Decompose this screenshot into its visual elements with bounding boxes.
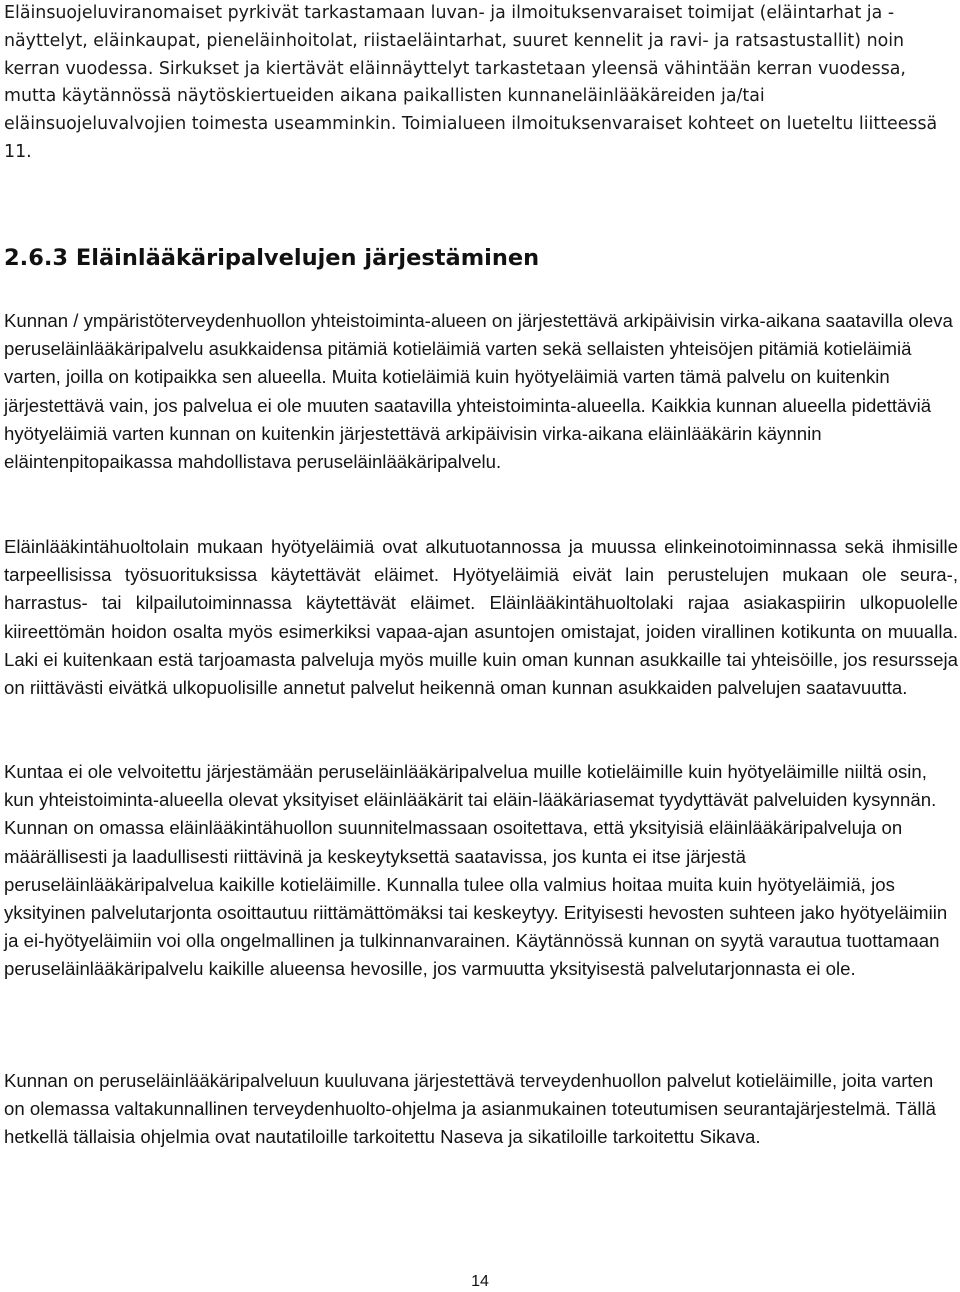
body-paragraph-4: Kunnan on peruseläinlääkäripalveluun kuuluvana järjestettävä terveydenhuollon palvelut kotieläimille, joita varten on olemassa valtakunnallinen terveydenhuolto-ohjelma ja asianmukainen toteutumisen seurantajärjestelmä. Tällä hetkellä tällaisia ohjelmia ovat nautatiloille tarkoitettu Naseva ja sikatiloille tarkoitettu Sikava. bbox=[4, 1070, 936, 1148]
page-number: 14 bbox=[471, 1273, 489, 1290]
body-paragraph-2: Eläinlääkintähuoltolain mukaan hyötyeläimiä ovat alkutuotannossa ja muussa elinkeinotoiminnassa sekä ihmisille tarpeellisissa työsuorituksissa käytettävät eläimet. Hyötyeläimiä eivät lain perustelujen mukaan ole seura-, harrastus- tai kilpailutoiminnassa käytettävät eläimet. Eläinlääkintähuoltolaki rajaa asiakaspiirin ulkopuolelle kiireettömän hoidon osalta myös esimerkiksi vapaa-ajan asuntojen omistajat, joiden virallinen kotikunta on muualla. Laki ei kuitenkaan estä tarjoamasta palveluja myös muille kuin oman kunnan asukkaille tai yhteisöille, jos resursseja on riittävästi eivätkä ulkopuolisille annetut palvelut heikennä oman kunnan asukkaiden palvelujen saatavuutta. bbox=[4, 536, 958, 699]
section-heading: 2.6.3 Eläinlääkäripalvelujen järjestäminen bbox=[4, 245, 540, 271]
intro-paragraph: Eläinsuojeluviranomaiset pyrkivät tarkastamaan luvan- ja ilmoituksenvaraiset toimijat (eläintarhat ja -näyttelyt, eläinkaupat, pieneläinhoitolat, riistaeläintarhat, suuret kennelit ja ravi- ja ratsastustallit) noin kerran vuodessa. Sirkukset ja kiertävät eläinnäyttelyt tarkastetaan yleensä vähintään kerran vuodessa, mutta käytännössä näytöskiertueiden aikana paikallisten kunnaneläinlääkäreiden ja/tai eläinsuojeluvalvojien toimesta useamminkin. Toimialueen ilmoituksenvaraiset kohteet on lueteltu liitteessä 11. bbox=[4, 3, 938, 162]
body-paragraph-3: Kuntaa ei ole velvoitettu järjestämään peruseläinlääkäripalvelua muille kotieläimille kuin hyötyeläimille niiltä osin, kun yhteistoiminta-alueella olevat yksityiset eläinlääkärit tai eläin-lääkäriasemat tyydyttävät palveluiden kysynnän. Kunnan on omassa eläinlääkintähuollon suunnitelmassaan osoitettava, että yksityisiä eläinlääkäripalveluja on määrällisesti ja laadullisesti riittävinä ja keskeytyksettä saatavissa, jos kunta ei itse järjestä peruseläinlääkäripalvelua kaikille kotieläimille. Kunnalla tulee olla valmius hoitaa muita kuin hyötyeläimiä, jos yksityinen palvelutarjonta osoittautuu riittämättömäksi tai keskeytyy. Erityisesti hevosten suhteen jako hyötyeläimiin ja ei-hyötyeläimiin voi olla ongelmallinen ja tulkinnanvarainen. Käytännössä kunnan on syytä varautua tuottamaan peruseläinlääkäripalvelu kaikille alueensa hevosille, jos varmuutta yksityisestä palvelutarjonnasta ei ole. bbox=[4, 761, 948, 980]
body-paragraph-1: Kunnan / ympäristöterveydenhuollon yhteistoiminta-alueen on järjestettävä arkipäivisin virka-aikana saatavilla oleva peruseläinlääkäripalvelu asukkaidensa pitämiä kotieläimiä varten sekä sellaisten yhteisöjen pitämiä kotieläimiä varten, joilla on kotipaikka sen alueella. Muita kotieläimiä kuin hyötyeläimiä varten tämä palvelu on kuitenkin järjestettävä vain, jos palvelua ei ole muuten saatavilla yhteistoiminta-alueella. Kaikkia kunnan alueella pidettäviä hyötyeläimiä varten kunnan on kuitenkin järjestettävä arkipäivisin virka-aikana eläinlääkärin käynnin eläintenpitopaikassa mahdollistava peruseläinlääkäripalvelu. bbox=[4, 310, 953, 473]
